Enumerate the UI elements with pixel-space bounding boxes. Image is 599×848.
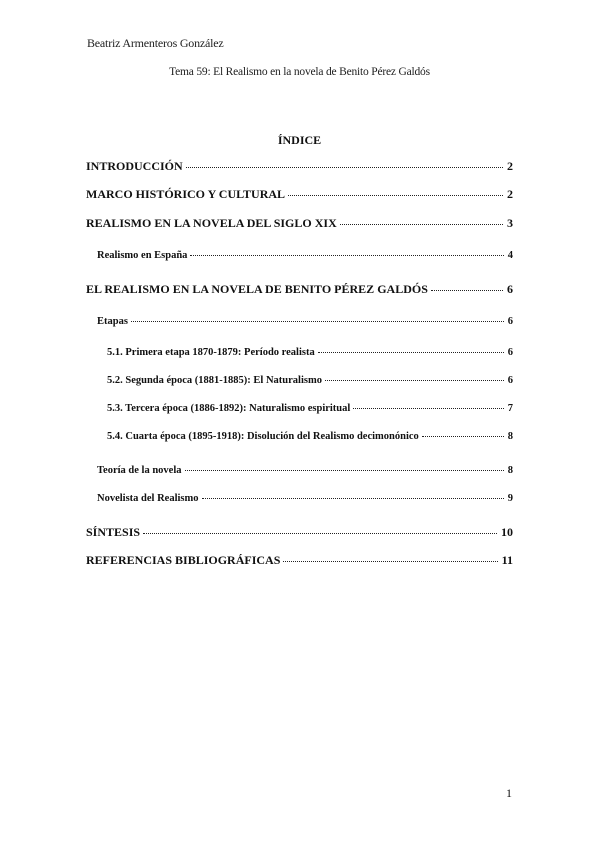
page-number: 1	[506, 786, 512, 800]
toc-leader-dots	[340, 223, 503, 225]
toc-entry-label: EL REALISMO EN LA NOVELA DE BENITO PÉREZ GALDÓS	[86, 282, 428, 296]
toc-leader-dots	[422, 435, 504, 437]
toc-entry-marco-historico[interactable]	[86, 187, 513, 202]
toc-leader-dots	[325, 379, 504, 381]
toc-entry-tercera-epoca[interactable]	[107, 403, 513, 414]
toc-leader-dots	[202, 497, 504, 499]
toc-entry-sintesis[interactable]	[86, 525, 513, 540]
toc-entry-realismo-espana[interactable]	[97, 250, 513, 261]
toc-entry-label: Teoría de la novela	[97, 465, 182, 476]
header-author: Beatriz Armenteros González	[87, 36, 224, 50]
toc-leader-dots	[288, 194, 503, 196]
toc-entry-label: 5.1. Primera etapa 1870-1879: Período realista	[107, 347, 315, 358]
toc-leader-dots	[431, 289, 503, 291]
toc-leader-dots	[131, 320, 504, 322]
toc-entry-page: 6	[507, 282, 513, 296]
toc-entry-label: SÍNTESIS	[86, 525, 141, 539]
toc-entry-page: 9	[507, 493, 513, 504]
toc-entry-page: 6	[507, 375, 513, 386]
toc-entry-label: REFERENCIAS BIBLIOGRÁFICAS	[86, 553, 281, 567]
toc-leader-dots	[186, 166, 503, 168]
toc-entry-label: Realismo en España	[97, 250, 188, 261]
toc-entry-teoria-novela[interactable]	[97, 465, 513, 476]
toc-entry-page: 4	[507, 250, 513, 261]
toc-entry-page: 7	[507, 403, 513, 414]
toc-leader-dots	[190, 254, 503, 256]
toc-entry-page: 11	[501, 553, 513, 567]
toc-entry-label: INTRODUCCIÓN	[86, 159, 183, 173]
toc-entry-label: REALISMO EN LA NOVELA DEL SIGLO XIX	[86, 216, 337, 230]
toc-leader-dots	[318, 351, 504, 353]
toc-leader-dots	[185, 469, 504, 471]
toc-entry-label: 5.3. Tercera época (1886-1892): Naturalismo espiritual	[107, 403, 351, 414]
toc-entry-segunda-epoca[interactable]	[107, 375, 513, 386]
toc-entry-etapas[interactable]	[97, 316, 513, 327]
toc-entry-label: MARCO HISTÓRICO Y CULTURAL	[86, 187, 286, 201]
toc-entry-realismo-siglo-xix[interactable]	[86, 216, 513, 231]
toc-leader-dots	[283, 560, 497, 562]
toc-entry-referencias[interactable]	[86, 553, 513, 568]
toc-entry-page: 8	[507, 431, 513, 442]
toc-entry-primera-etapa[interactable]	[107, 347, 513, 358]
toc-entry-page: 8	[507, 465, 513, 476]
toc-entry-page: 6	[507, 347, 513, 358]
toc-entry-realismo-galdos[interactable]	[86, 282, 513, 297]
toc-entry-page: 10	[501, 525, 513, 539]
toc-entry-label: Etapas	[97, 316, 128, 327]
toc-leader-dots	[353, 407, 503, 409]
toc-entry-label: 5.2. Segunda época (1881-1885): El Naturalismo	[107, 375, 322, 386]
toc-entry-page: 2	[507, 159, 513, 173]
toc-entry-label: 5.4. Cuarta época (1895-1918): Disolución del Realismo decimonónico	[107, 431, 419, 442]
toc-entry-label: Novelista del Realismo	[97, 493, 199, 504]
toc-title: ÍNDICE	[277, 133, 322, 147]
toc-leader-dots	[143, 532, 497, 534]
toc-entry-page: 2	[507, 187, 513, 201]
toc-entry-page: 6	[507, 316, 513, 327]
toc-entry-page: 3	[507, 216, 513, 230]
header-topic: Tema 59: El Realismo en la novela de Benito Pérez Galdós	[169, 66, 430, 78]
toc-entry-introduccion[interactable]	[86, 159, 513, 174]
toc-entry-novelista-realismo[interactable]	[97, 493, 513, 504]
toc-entry-cuarta-epoca[interactable]	[107, 431, 513, 442]
